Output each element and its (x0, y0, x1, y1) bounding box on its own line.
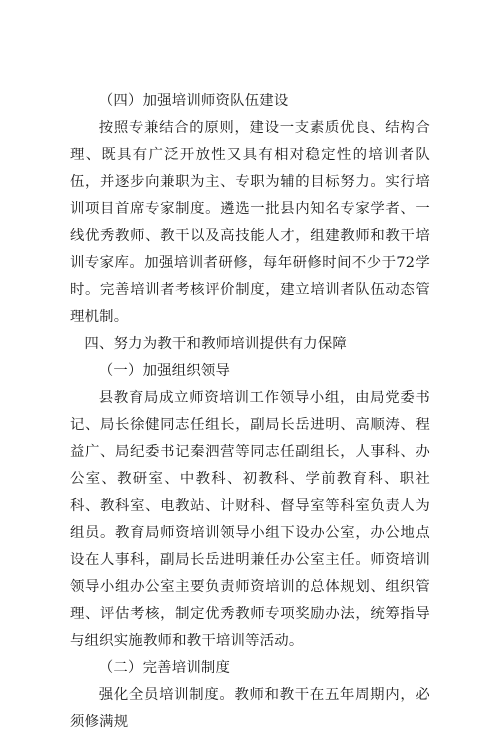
section-heading: 四、努力为教干和教师培训提供有力保障 (84, 336, 348, 352)
body-paragraph: 按照专兼结合的原则，建设一支素质优良、结构合理、既具有广泛开放性又具有相对稳定性的培训者队伍，并逐步向兼职为主、专职为辅的目标努力。实行培训项目首席专家制度。遴选一批县内知名专家学者、一线优秀教师、教干以及高技能人才，组建教师和教干培训专家库。加强培训者研修，每年研修时间不少于72学时。完善培训者考核评价制度，建立培训者队伍动态管理机制。 (70, 120, 430, 325)
section-subheading: （一）加强组织领导 (98, 363, 231, 379)
section-subheading: （四）加强培训师资队伍建设 (98, 93, 289, 109)
body-paragraph: 县教育局成立师资培训工作领导小组，由局党委书记、局长徐健同志任组长，副局长岳进明、高顺涛、程益广、局纪委书记秦泗营等同志任副组长，人事科、办公室、教研室、中教科、初教科、学前教育科、职社科、教科室、电教站、计财科、督导室等科室负责人为组员。教育局师资培训领导小组下设办公室，办公地点设在人事科，副局长岳进明兼任办公室主任。师资培训领导小组办公室主要负责师资培训的总体规划、组织管理、评估考核，制定优秀教师专项奖励办法，统筹指导与组织实施教师和教干培训等活动。 (70, 390, 430, 649)
document-body (70, 88, 430, 736)
section-subheading: （二）完善培训制度 (98, 660, 231, 676)
body-paragraph: 强化全员培训制度。教师和教干在五年周期内，必须修满规 (70, 687, 430, 730)
